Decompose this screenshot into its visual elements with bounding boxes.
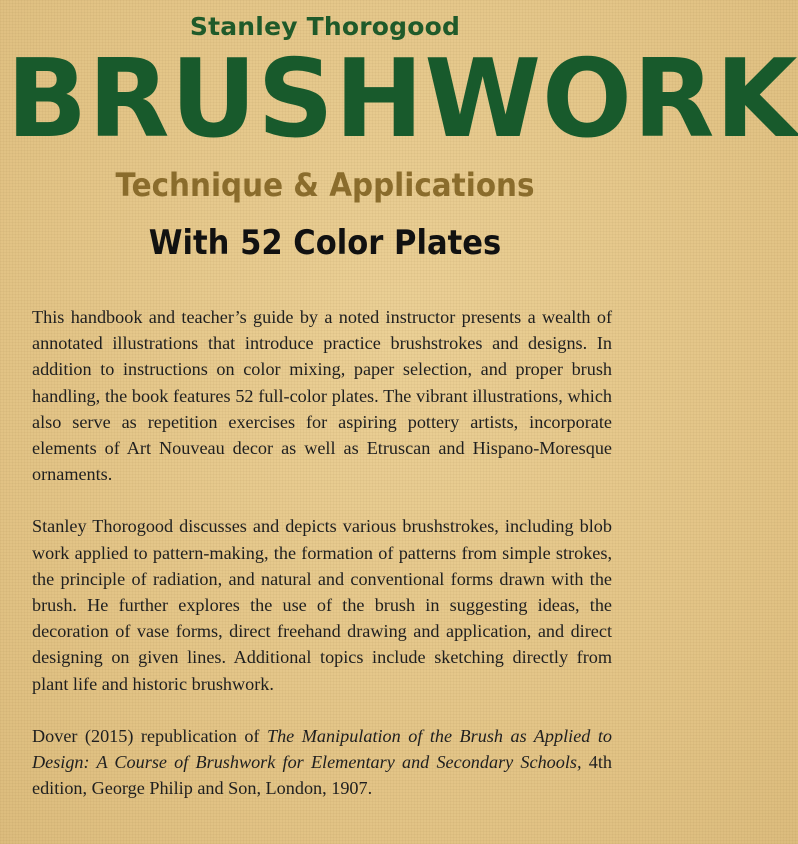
author-name: Stanley Thorogood (189, 12, 461, 41)
description-paragraph-1: This handbook and teacher’s guide by a noted instructor presents a wealth of annotated illustrations that introduce practice brushstrokes and designs. In addition to instructions on color mixing, paper selection, and proper brush handling, the book features 52 full-color plates. The vibrant illustrations, which also serve as repetition exercises for aspiring pottery artists, incorporate elements of Art Nouveau decor as well as Etruscan and Hispano-Moresque ornaments. (32, 307, 612, 485)
book-title: BRUSHWORK (6, 37, 798, 162)
original-title: The Manipulation of the Brush as Applied to Design: A Course of Brushwork for Elementary and Secondary Schools, (32, 725, 612, 773)
plates-note: With 52 Color Plates (148, 223, 502, 263)
publication-note (32, 723, 612, 802)
description-body (32, 304, 612, 827)
description-paragraph-2: Stanley Thorogood discusses and depicts various brushstrokes, including blob work applied to pattern-making, the formation of patterns from simple strokes, the principle of radiation, and natural and conventional forms drawn with the brush. He further explores the use of the brush in suggesting ideas, the decoration of vase forms, direct freehand drawing and application, and direct designing on given lines. Additional topics include sketching directly from plant life and historic brushwork. (32, 516, 612, 694)
book-subtitle: Technique & Applications (115, 166, 535, 204)
publication-prefix: Dover (2015) republication of (32, 725, 267, 746)
publication-suffix: 4th edition, George Philip and Son, London, 1907. (32, 752, 612, 799)
